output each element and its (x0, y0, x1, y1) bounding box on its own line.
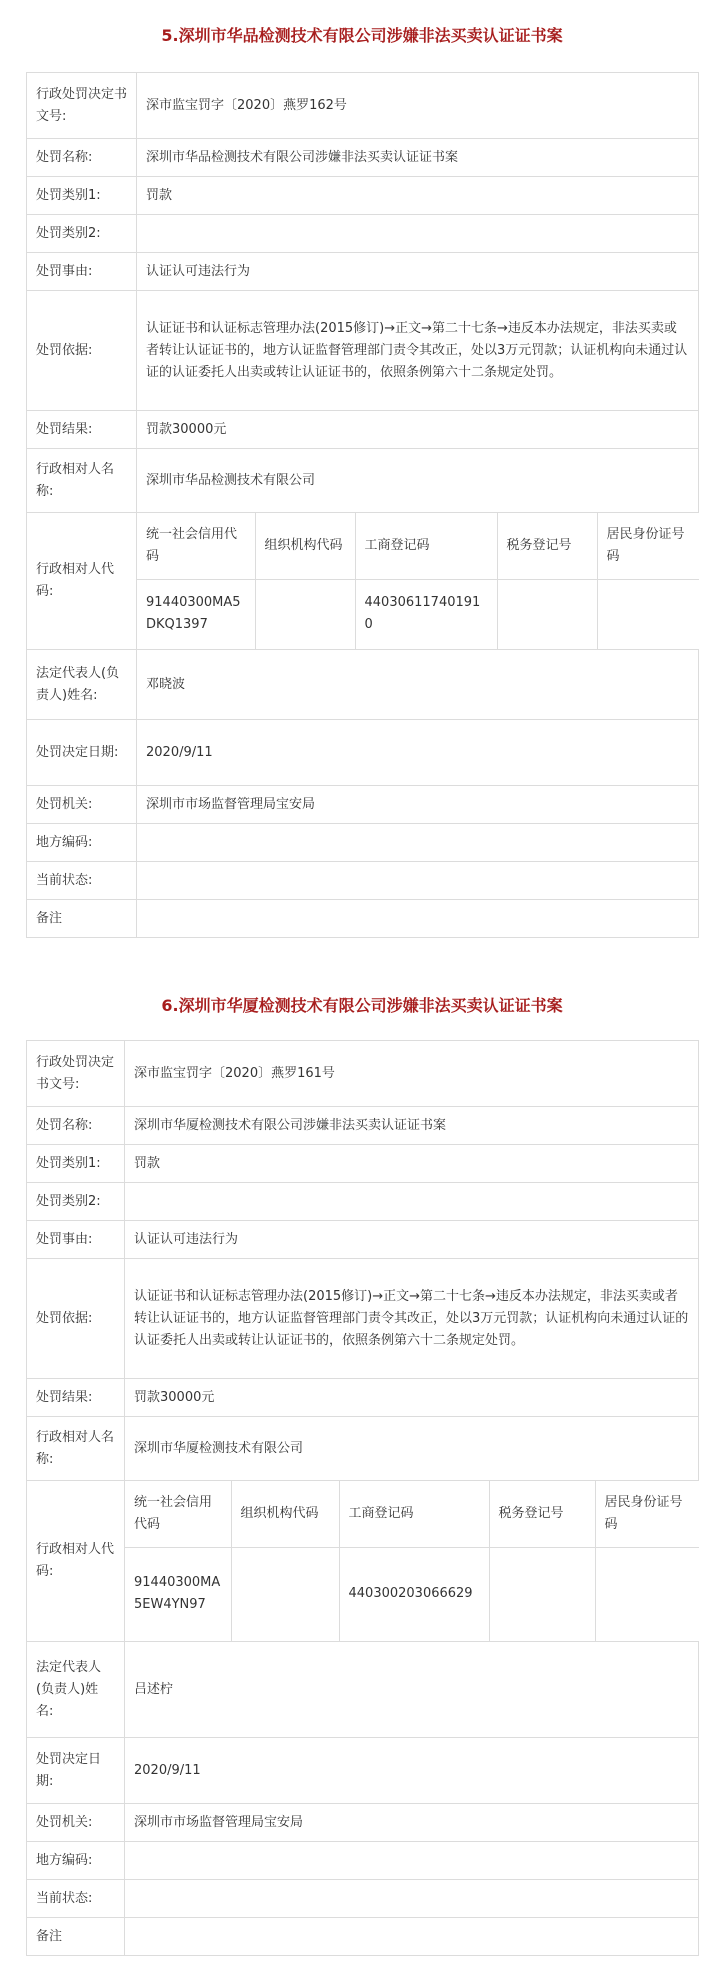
table-row (27, 824, 699, 862)
field-value: 深圳市市场监督管理局宝安局 (125, 1804, 699, 1842)
table-row (27, 1804, 699, 1842)
field-label: 处罚机关: (27, 1804, 125, 1842)
code-value: 440306117401910 (355, 579, 497, 649)
table-row (27, 177, 699, 215)
field-value: 深圳市市场监督管理局宝安局 (137, 786, 699, 824)
table-row (27, 253, 699, 291)
code-header-row (137, 513, 699, 579)
code-value (231, 1547, 339, 1641)
field-label: 处罚结果: (27, 1379, 125, 1417)
field-value: 深市监宝罚字〔2020〕燕罗162号 (137, 73, 699, 139)
code-header: 税务登记号 (489, 1481, 595, 1547)
table-row (27, 650, 699, 720)
field-label: 地方编码: (27, 824, 137, 862)
table-row (27, 1145, 699, 1183)
field-value: 认证认可违法行为 (137, 253, 699, 291)
field-label: 处罚类别2: (27, 1183, 125, 1221)
table-row (27, 1183, 699, 1221)
field-label: 处罚决定日期: (27, 720, 137, 786)
code-value (489, 1547, 595, 1641)
table-row (27, 73, 699, 139)
code-value: 91440300MA5DKQ1397 (137, 579, 255, 649)
field-label: 处罚事由: (27, 253, 137, 291)
table-row (27, 513, 699, 650)
table-row (27, 139, 699, 177)
field-value: 深圳市华厦检测技术有限公司 (125, 1417, 699, 1481)
code-header: 工商登记码 (355, 513, 497, 579)
code-header: 统一社会信用代码 (125, 1481, 231, 1547)
table-row (27, 1041, 699, 1107)
table-row (27, 720, 699, 786)
field-value: 深圳市华品检测技术有限公司涉嫌非法买卖认证证书案 (137, 139, 699, 177)
field-value (137, 215, 699, 253)
field-value: 罚款30000元 (125, 1379, 699, 1417)
field-value (125, 1183, 699, 1221)
field-value: 深圳市华品检测技术有限公司 (137, 449, 699, 513)
field-value (137, 862, 699, 900)
field-label: 处罚结果: (27, 411, 137, 449)
field-value: 深圳市华厦检测技术有限公司涉嫌非法买卖认证证书案 (125, 1107, 699, 1145)
table-row (27, 1481, 699, 1642)
table-row (27, 215, 699, 253)
field-value (137, 900, 699, 938)
table-row (27, 1738, 699, 1804)
table-row (27, 1259, 699, 1379)
code-header-row (125, 1481, 699, 1547)
field-value: 认证证书和认证标志管理办法(2015修订)→正文→第二十七条→违反本办法规定，非法买卖或者转让认证证书的，地方认证监督管理部门责令其改正，处以3万元罚款；认证机构向未通过认证的认证委托人出卖或转让认证证书的，依照条例第六十二条规定处罚。 (125, 1259, 699, 1379)
code-header: 统一社会信用代码 (137, 513, 255, 579)
table-row (27, 449, 699, 513)
field-label: 行政相对人名称: (27, 1417, 125, 1481)
field-label: 处罚决定日期: (27, 1738, 125, 1804)
field-value: 深市监宝罚字〔2020〕燕罗161号 (125, 1041, 699, 1107)
code-value (497, 579, 597, 649)
field-value (137, 824, 699, 862)
table-row (27, 1107, 699, 1145)
case-title: 6.深圳市华厦检测技术有限公司涉嫌非法买卖认证证书案 (161, 996, 563, 1015)
field-label: 处罚类别2: (27, 215, 137, 253)
table-row (27, 1417, 699, 1481)
field-label: 法定代表人(负责人)姓名: (27, 650, 137, 720)
case-title: 5.深圳市华品检测技术有限公司涉嫌非法买卖认证证书案 (161, 26, 563, 45)
field-label: 备注 (27, 900, 137, 938)
field-label: 处罚类别1: (27, 1145, 125, 1183)
field-value: 吕述柠 (125, 1642, 699, 1738)
case-table (26, 1040, 699, 1956)
code-table (125, 1481, 699, 1641)
field-label: 行政相对人代码: (27, 513, 137, 650)
table-row (27, 1880, 699, 1918)
table-row (27, 1642, 699, 1738)
code-value-row (137, 579, 699, 649)
code-header: 组织机构代码 (231, 1481, 339, 1547)
field-label: 行政相对人名称: (27, 449, 137, 513)
table-row (27, 900, 699, 938)
field-label: 处罚事由: (27, 1221, 125, 1259)
code-header: 居民身份证号码 (597, 513, 699, 579)
field-value: 邓晓波 (137, 650, 699, 720)
table-row (27, 786, 699, 824)
field-value: 罚款 (125, 1145, 699, 1183)
field-label: 行政相对人代码: (27, 1481, 125, 1642)
table-row (27, 291, 699, 411)
table-row (27, 1221, 699, 1259)
field-label: 处罚依据: (27, 291, 137, 411)
field-label: 当前状态: (27, 1880, 125, 1918)
field-value: 2020/9/11 (125, 1738, 699, 1804)
field-label: 法定代表人(负责人)姓名: (27, 1642, 125, 1738)
field-value (125, 1918, 699, 1956)
field-label: 地方编码: (27, 1842, 125, 1880)
table-row (27, 411, 699, 449)
field-label: 当前状态: (27, 862, 137, 900)
field-value: 罚款 (137, 177, 699, 215)
field-label: 处罚依据: (27, 1259, 125, 1379)
code-header: 税务登记号 (497, 513, 597, 579)
field-value (125, 1842, 699, 1880)
table-row (27, 862, 699, 900)
field-value (125, 1880, 699, 1918)
code-cell (137, 513, 699, 650)
field-label: 行政处罚决定书文号: (27, 1041, 125, 1107)
code-value (597, 579, 699, 649)
code-table (137, 513, 699, 649)
code-value: 91440300MA5EW4YN97 (125, 1547, 231, 1641)
case-table (26, 72, 699, 938)
field-label: 备注 (27, 1918, 125, 1956)
field-label: 处罚机关: (27, 786, 137, 824)
code-cell (125, 1481, 699, 1642)
table-row (27, 1918, 699, 1956)
code-value (255, 579, 355, 649)
field-label: 行政处罚决定书文号: (27, 73, 137, 139)
code-header: 居民身份证号码 (595, 1481, 699, 1547)
field-label: 处罚类别1: (27, 177, 137, 215)
field-value: 认证证书和认证标志管理办法(2015修订)→正文→第二十七条→违反本办法规定，非法买卖或者转让认证证书的，地方认证监督管理部门责令其改正，处以3万元罚款；认证机构向未通过认证的认证委托人出卖或转让认证证书的，依照条例第六十二条规定处罚。 (137, 291, 699, 411)
table-row (27, 1379, 699, 1417)
code-value (595, 1547, 699, 1641)
field-value: 罚款30000元 (137, 411, 699, 449)
code-header: 工商登记码 (339, 1481, 489, 1547)
field-label: 处罚名称: (27, 139, 137, 177)
code-value-row (125, 1547, 699, 1641)
field-label: 处罚名称: (27, 1107, 125, 1145)
field-value: 认证认可违法行为 (125, 1221, 699, 1259)
table-row (27, 1842, 699, 1880)
code-value: 440300203066629 (339, 1547, 489, 1641)
field-value: 2020/9/11 (137, 720, 699, 786)
code-header: 组织机构代码 (255, 513, 355, 579)
